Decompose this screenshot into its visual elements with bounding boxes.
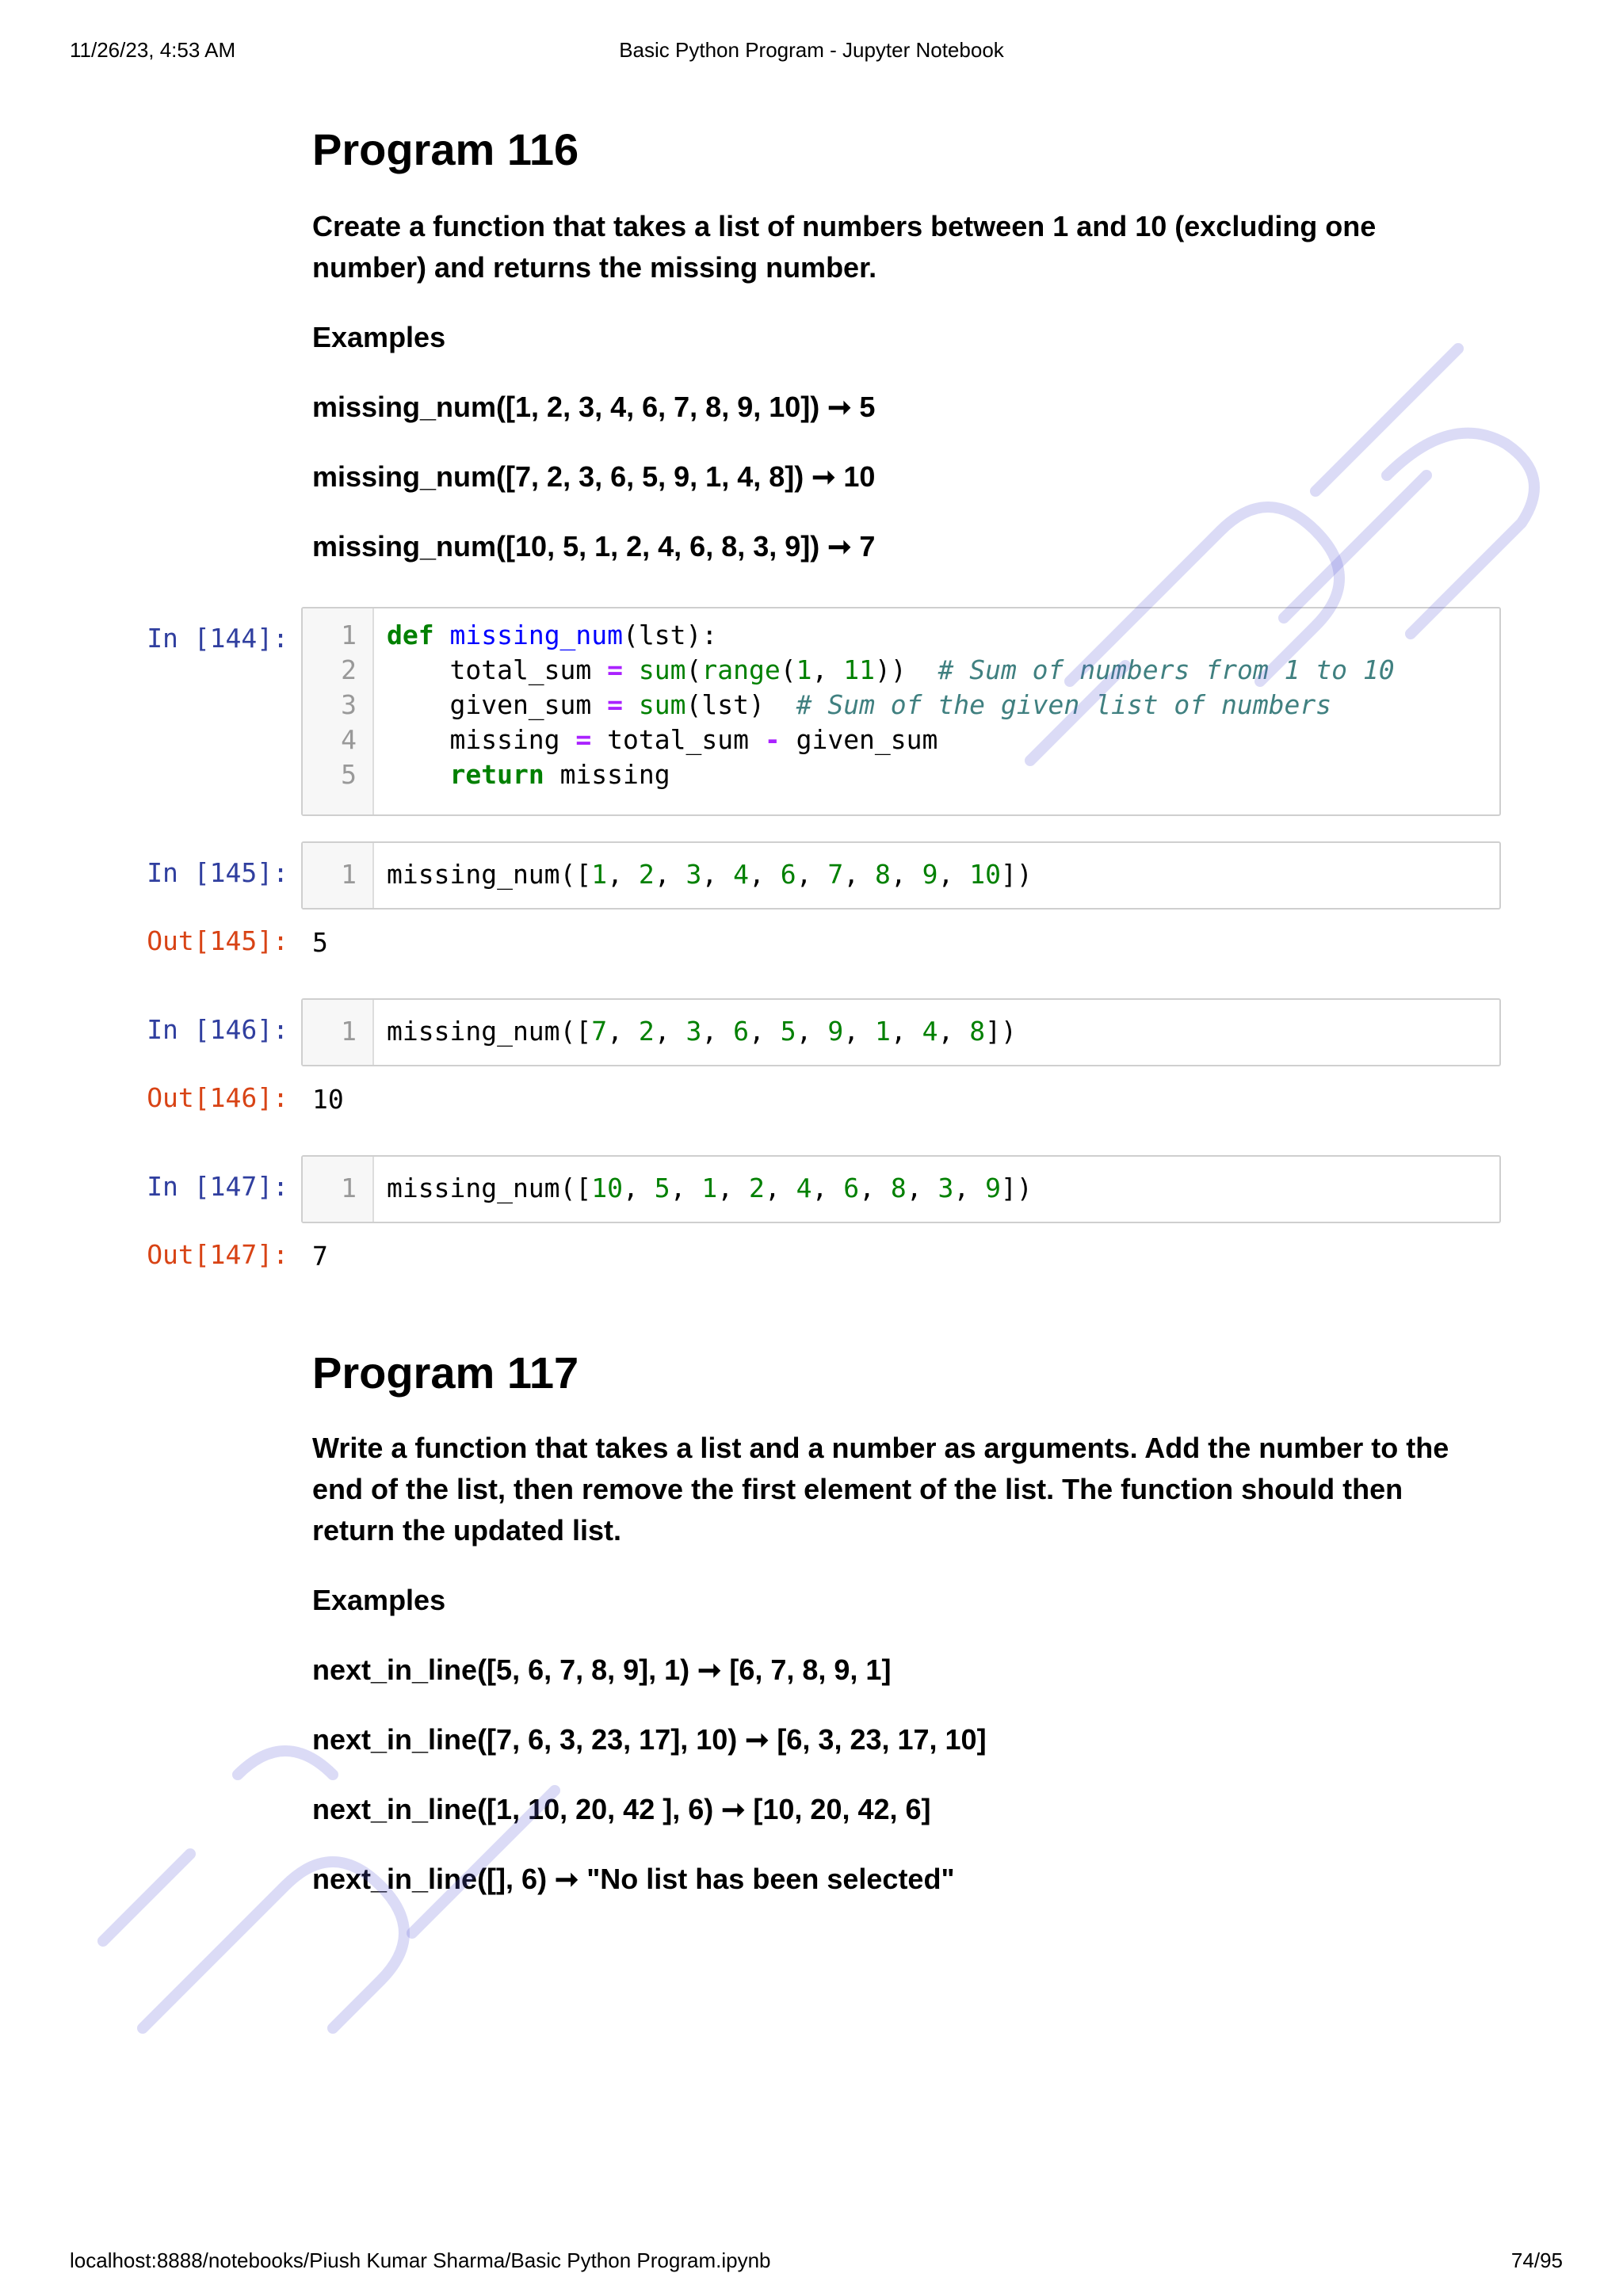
program-117-description-line-3: return the updated list. (312, 1514, 622, 1547)
program-116-description-line-1: Create a function that takes a list of numbers between 1 and 10 (excluding one (312, 210, 1377, 242)
code-cell-146[interactable] (301, 998, 1501, 1066)
program-116-examples-label: Examples (312, 321, 446, 353)
program-116-example-3: missing_num([10, 5, 1, 2, 4, 6, 8, 3, 9]) ➞ 7 (312, 530, 876, 563)
code-editor[interactable]: 1 missing_num([10, 5, 1, 2, 4, 6, 8, 3, 9]) (341, 1173, 1033, 1203)
in-prompt-146: In [146]: (147, 1014, 288, 1045)
print-url: localhost:8888/notebooks/Piush Kumar Sharma/Basic Python Program.ipynb (70, 2248, 771, 2272)
program-117-example-3: next_in_line([1, 10, 20, 42 ], 6) ➞ [10, 20, 42, 6] (312, 1793, 931, 1825)
code-editor[interactable]: 1 missing_num([7, 2, 3, 6, 5, 9, 1, 4, 8]) (341, 1016, 1017, 1047)
in-prompt-144: In [144]: (147, 623, 288, 654)
program-117-example-2: next_in_line([7, 6, 3, 23, 17], 10) ➞ [6, 3, 23, 17, 10] (312, 1723, 987, 1756)
code-cell-145[interactable] (301, 841, 1501, 910)
program-117-example-4: next_in_line([], 6) ➞ "No list has been selected" (312, 1863, 955, 1895)
out-prompt-147: Out[147]: (147, 1239, 288, 1270)
output-147: 7 (312, 1241, 328, 1272)
program-116-example-1: missing_num([1, 2, 3, 4, 6, 7, 8, 9, 10]) ➞ 5 (312, 391, 876, 423)
print-datetime: 11/26/23, 4:53 AM (70, 38, 236, 62)
out-prompt-145: Out[145]: (147, 925, 288, 956)
in-prompt-147: In [147]: (147, 1171, 288, 1202)
output-145: 5 (312, 927, 328, 958)
in-prompt-145: In [145]: (147, 857, 288, 888)
program-117-description-line-1: Write a function that takes a list and a number as arguments. Add the number to the (312, 1432, 1449, 1464)
program-116-example-2: missing_num([7, 2, 3, 6, 5, 9, 1, 4, 8]) ➞ 10 (312, 460, 876, 493)
code-editor[interactable]: 1 def missing_num(lst): 2 total_sum = sum(range(1, 11)) # Sum of numbers from 1 to 10 3 given_sum = sum(lst) # Sum of the given list of numbers 4 missing = total_sum - given_sum 5 return missing (341, 620, 1395, 790)
out-prompt-146: Out[146]: (147, 1082, 288, 1113)
program-117-example-1: next_in_line([5, 6, 7, 8, 9], 1) ➞ [6, 7, 8, 9, 1] (312, 1653, 892, 1686)
code-cell-144[interactable] (301, 607, 1501, 816)
print-page-title: Basic Python Program - Jupyter Notebook (619, 38, 1004, 62)
program-117-heading: Program 117 (312, 1348, 579, 1398)
program-116-description-line-2: number) and returns the missing number. (312, 251, 877, 284)
output-146: 10 (312, 1084, 344, 1115)
print-page-number: 74/95 (1510, 2248, 1563, 2272)
program-117-description-line-2: end of the list, then remove the first element of the list. The function should then (312, 1473, 1403, 1505)
program-116-heading: Program 116 (312, 124, 579, 174)
program-117-examples-label: Examples (312, 1584, 446, 1616)
code-cell-147[interactable] (301, 1155, 1501, 1223)
code-editor[interactable]: 1 missing_num([1, 2, 3, 4, 6, 7, 8, 9, 10]) (341, 859, 1033, 890)
